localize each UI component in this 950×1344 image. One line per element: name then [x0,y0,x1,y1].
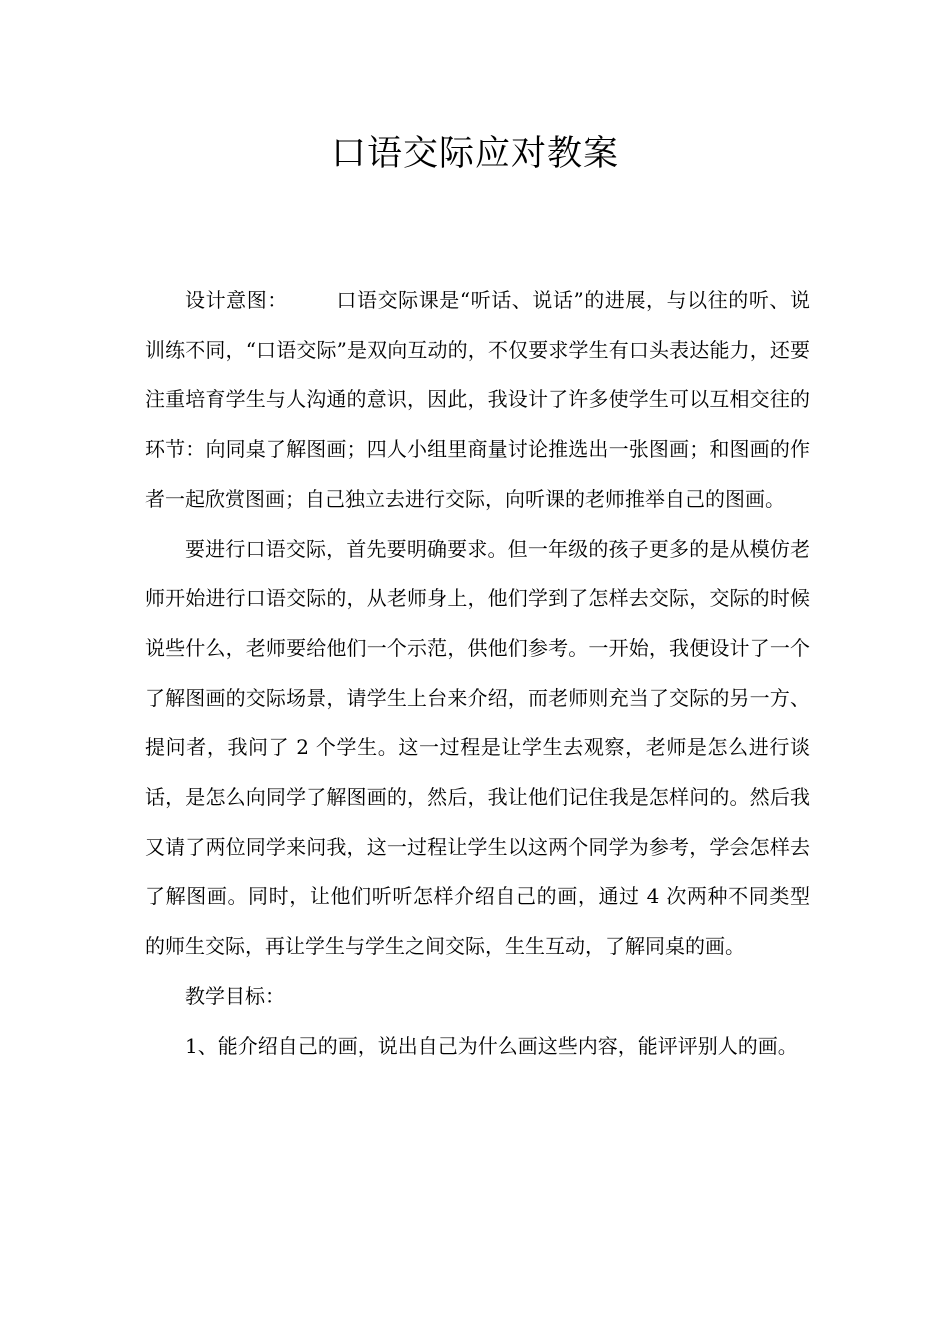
paragraph-goal-1: 1、能介绍自己的画，说出自己为什么画这些内容，能评评别人的画。 [185,1033,798,1058]
paragraph-demonstration: 要进行口语交际，首先要明确要求。但一年级的孩子更多的是从模仿老师开始进行口语交际的，从老师身上，他们学到了怎样去交际，交际的时候说些什么，老师要给他们一个示范，供他们参考。一开始，我便设计了一个了解图画的交际场景，请学生上台来介绍，而老师则充当了交际的另一方、提问者，我问了 2 个学生。这一过程是让学生去观察，老师是怎么进行谈话，是怎么向同学了解图画的，然后，我让他们记住我是怎样问的。然后我又请了两位同学来问我，这一过程让学生以这两个同学为参考，学会怎样去了解图画。同时，让他们听听怎样介绍自己的画，通过 4 次两种不同类型的师生交际，再让学生与学生之间交际，生生互动，了解同桌的画。 [145,536,810,959]
paragraph-text: 口语交际课是“听话、说话”的进展，与以往的听、说训练不同，“口语交际”是双向互动的，不仅要求学生有口头表达能力，还要注重培育学生与人沟通的意识，因此，我设计了许多使学生可以互相交往的环节：向同桌了解图画；四人小组里商量讨论推选出一张图画；和图画的作者一起欣赏图画；自己独立去进行交际，向听课的老师推举自己的图画。 [145,288,811,511]
design-intent-label: 设计意图： [185,288,288,312]
paragraph-goals-heading: 教学目标： [185,983,285,1008]
paragraph-design-intent [145,276,810,525]
document-body [145,276,810,1071]
document-title: 口语交际应对教案 [330,134,619,174]
